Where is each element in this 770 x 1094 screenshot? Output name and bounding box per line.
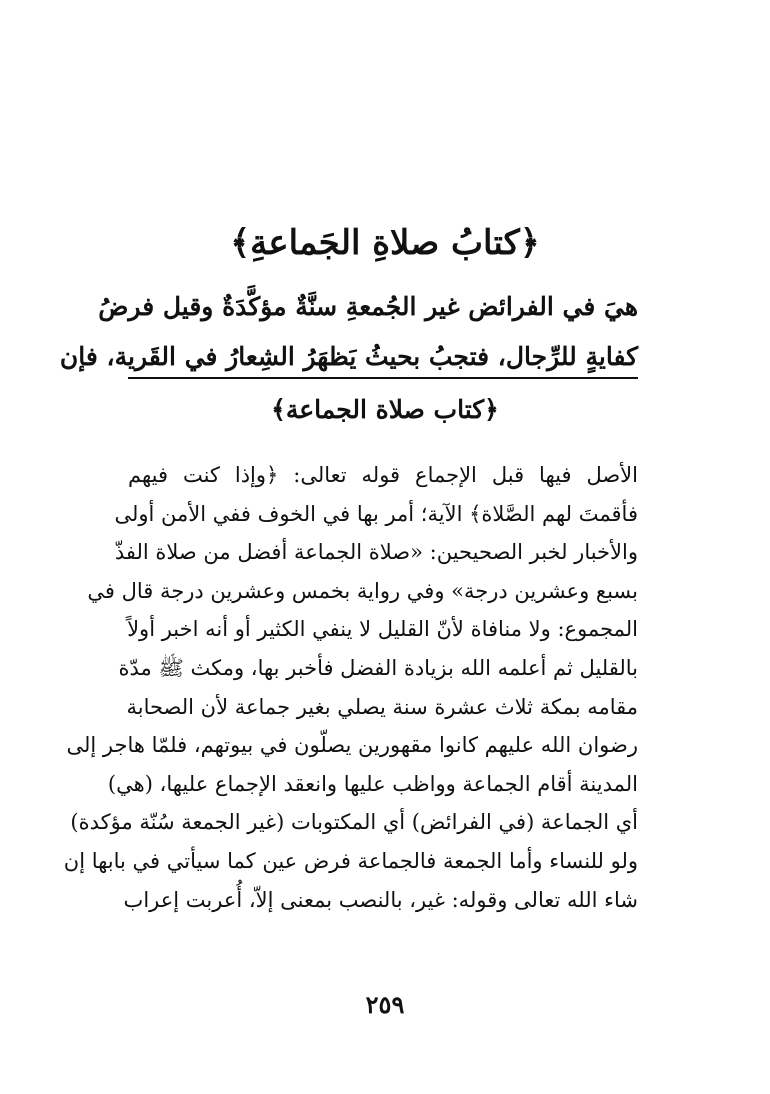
main-text-line: هيَ في الفرائض غير الجُمعةِ سنَّةٌ مؤكَّدَةٌ وقيل فرضُ [98, 292, 638, 321]
commentary-line: أي الجماعة (في الفرائض) أي المكتوبات (غير الجمعة سُنّة مؤكدة) [70, 810, 638, 835]
commentary-line: فأقمتَ لهم الصَّلاة﴾ الآية؛ أمر بها في الخوف ففي الأمن أولى [114, 501, 638, 526]
commentary-text-block [63, 456, 638, 919]
main-text-block [59, 282, 638, 382]
section-divider [128, 377, 638, 379]
commentary-line: الأصل فيها قبل الإجماع قوله تعالى: ﴿وإذا كنت فيهم [128, 463, 638, 487]
commentary-line: والأخبار لخبر الصحيحين: «صلاة الجماعة أفضل من صلاة الفذّ [114, 540, 638, 565]
commentary-line: ولو للنساء وأما الجمعة فالجماعة فرض عين كما سيأتي في بابها إن [63, 848, 638, 873]
commentary-line: شاء الله تعالى وقوله: غير، بالنصب بمعنى إلاّ، أُعربت إعراب [123, 887, 638, 912]
commentary-line: رضوان الله عليهم كانوا مقهورين يصلّون في بيوتهم، فلمّا هاجر إلى [66, 733, 638, 758]
commentary-line: بالقليل ثم أعلمه الله بزيادة الفضل فأخبر بها، ومكث ﷺ مدّة [118, 655, 638, 680]
commentary-line: المدينة أقام الجماعة وواظب عليها وانعقد الإجماع عليها، (هي) [107, 771, 638, 796]
commentary-line: المجموع: ولا منافاة لأنّ القليل لا ينفي الكثير أو أنه اخبر أولاً [127, 617, 638, 642]
commentary-line: مقامه بمكة ثلاث عشرة سنة يصلي بغير جماعة لأن الصحابة [126, 694, 638, 719]
main-text-line: كفايةٍ للرِّجال، فتجبُ بحيثُ يَظهَرُ الشِعارُ في القَرية، فإن [59, 342, 638, 371]
page-number: ٢٥٩ [365, 990, 405, 1019]
commentary-line: بسبع وعشرين درجة» وفي رواية بخمس وعشرين درجة قال في [87, 578, 638, 603]
commentary-title: ﴿كتاب صلاة الجماعة﴾ [271, 395, 499, 424]
chapter-title: ﴿كتابُ صلاةِ الجَماعةِ﴾ [230, 223, 540, 263]
